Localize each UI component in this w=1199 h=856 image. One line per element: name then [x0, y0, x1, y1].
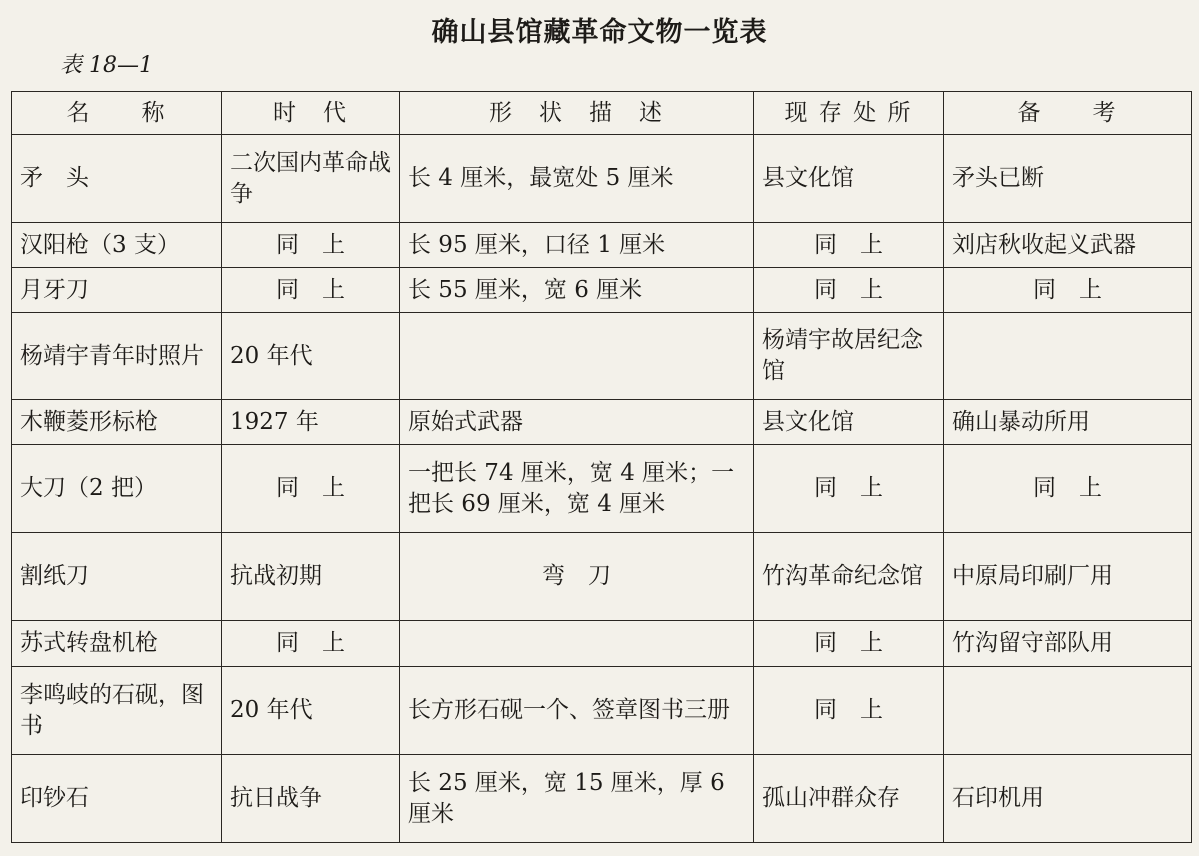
- cell-note: [944, 667, 1192, 755]
- cell-description: 弯 刀: [400, 533, 754, 621]
- cell-name: 李鸣岐的石砚，图书: [12, 667, 222, 755]
- cell-era: 同 上: [222, 621, 400, 667]
- cell-location: 杨靖宇故居纪念馆: [754, 313, 944, 400]
- table-row: [12, 533, 1192, 621]
- cell-name: 苏式转盘机枪: [12, 621, 222, 667]
- cell-location: 竹沟革命纪念馆: [754, 533, 944, 621]
- cell-era: 抗日战争: [222, 755, 400, 843]
- table-row: [12, 268, 1192, 313]
- cell-note: 确山暴动所用: [944, 400, 1192, 445]
- cell-name: 杨靖宇青年时照片: [12, 313, 222, 400]
- cell-name: 汉阳枪（3 支）: [12, 223, 222, 268]
- cell-location: 县文化馆: [754, 135, 944, 223]
- page-title: 确山县馆藏革命文物一览表: [431, 17, 768, 48]
- cell-location: 同 上: [754, 667, 944, 755]
- header-row: [12, 92, 1192, 135]
- cell-name: 割纸刀: [12, 533, 222, 621]
- table-row: [12, 223, 1192, 268]
- table-row: [12, 621, 1192, 667]
- cell-note: 石印机用: [944, 755, 1192, 843]
- cell-note: 同 上: [944, 445, 1192, 533]
- cell-location: 同 上: [754, 445, 944, 533]
- cell-location: 同 上: [754, 268, 944, 313]
- cell-era: 20 年代: [222, 667, 400, 755]
- cell-era: 20 年代: [222, 313, 400, 400]
- cell-description: [400, 621, 754, 667]
- cell-description: 长方形石砚一个、签章图书三册: [400, 667, 754, 755]
- table-row: [12, 667, 1192, 755]
- cell-name: 印钞石: [12, 755, 222, 843]
- cell-name: 大刀（2 把）: [12, 445, 222, 533]
- cell-era: 二次国内革命战争: [222, 135, 400, 223]
- table-row: [12, 135, 1192, 223]
- cell-description: 长 4 厘米，最宽处 5 厘米: [400, 135, 754, 223]
- cell-location: 同 上: [754, 223, 944, 268]
- table-row: [12, 313, 1192, 400]
- cell-era: 同 上: [222, 445, 400, 533]
- cell-name: 月牙刀: [12, 268, 222, 313]
- cell-note: 中原局印刷厂用: [944, 533, 1192, 621]
- cell-note: [944, 313, 1192, 400]
- cell-name: 木鞭菱形标枪: [12, 400, 222, 445]
- table-row: [12, 400, 1192, 445]
- cell-note: 同 上: [944, 268, 1192, 313]
- cell-note: 矛头已断: [944, 135, 1192, 223]
- cell-description: 长 55 厘米，宽 6 厘米: [400, 268, 754, 313]
- cell-era: 抗战初期: [222, 533, 400, 621]
- header-name: 名 称: [12, 92, 222, 135]
- cell-era: 同 上: [222, 268, 400, 313]
- cell-description: 长 25 厘米，宽 15 厘米，厚 6 厘米: [400, 755, 754, 843]
- cell-note: 竹沟留守部队用: [944, 621, 1192, 667]
- table-row: [12, 755, 1192, 843]
- cell-location: 孤山冲群众存: [754, 755, 944, 843]
- cell-era: 同 上: [222, 223, 400, 268]
- cell-description: [400, 313, 754, 400]
- table-number: 表 18—1: [60, 53, 153, 78]
- table-row: [12, 445, 1192, 533]
- header-note: 备 考: [944, 92, 1192, 135]
- cell-location: 同 上: [754, 621, 944, 667]
- relics-table: [11, 91, 1192, 843]
- cell-location: 县文化馆: [754, 400, 944, 445]
- cell-note: 刘店秋收起义武器: [944, 223, 1192, 268]
- header-era: 时 代: [222, 92, 400, 135]
- cell-name: 矛 头: [12, 135, 222, 223]
- cell-description: 一把长 74 厘米，宽 4 厘米；一把长 69 厘米，宽 4 厘米: [400, 445, 754, 533]
- header-description: 形 状 描 述: [400, 92, 754, 135]
- header-location: 现 存 处 所: [754, 92, 944, 135]
- cell-description: 长 95 厘米，口径 1 厘米: [400, 223, 754, 268]
- cell-description: 原始式武器: [400, 400, 754, 445]
- cell-era: 1927 年: [222, 400, 400, 445]
